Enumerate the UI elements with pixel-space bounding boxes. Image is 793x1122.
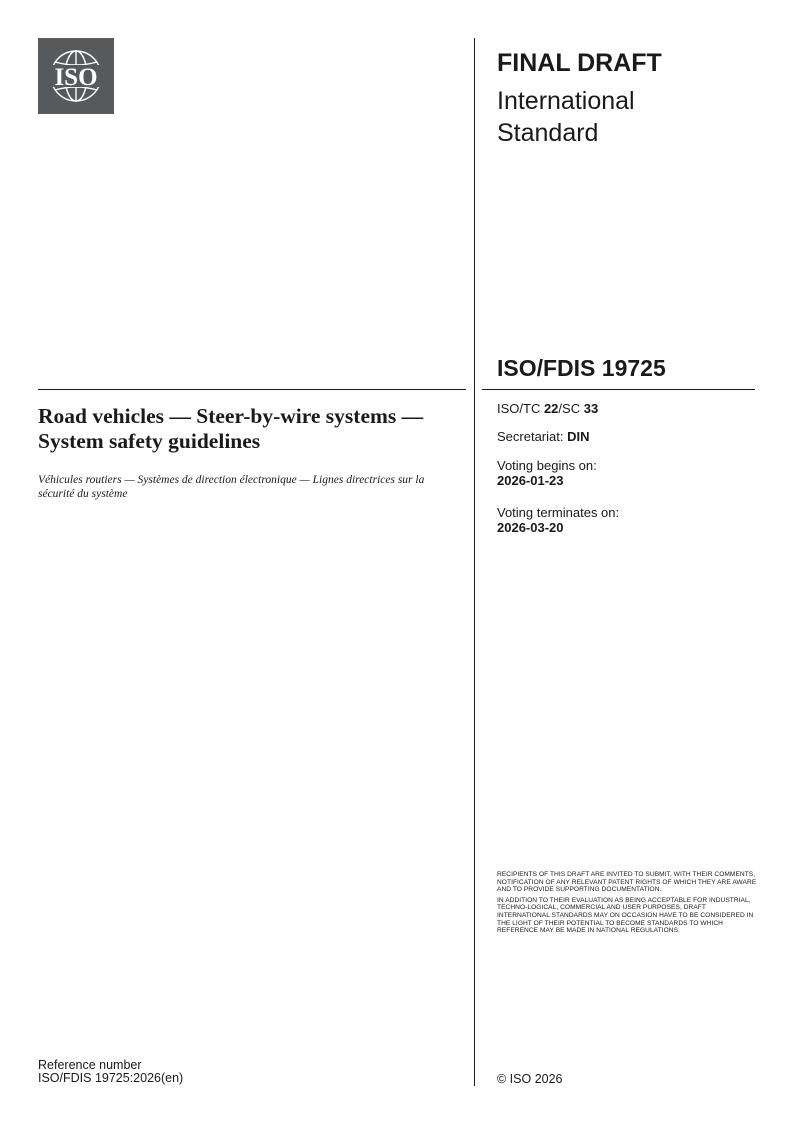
horizontal-rule-left	[38, 389, 466, 390]
iso-logo-text: ISO	[54, 64, 98, 91]
secretariat-value: DIN	[567, 429, 590, 444]
reference-block	[38, 1059, 183, 1085]
english-title: Road vehicles — Steer-by-wire systems — System safety guidelines	[38, 404, 424, 453]
copyright: © ISO 2026	[497, 1072, 563, 1086]
voting-begins-label: Voting begins on:	[497, 458, 597, 473]
voting-terminates-date: 2026-03-20	[497, 520, 564, 535]
iso-logo	[38, 38, 114, 114]
horizontal-rule-right	[482, 389, 755, 390]
voting-terminates-label: Voting terminates on:	[497, 505, 620, 520]
draft-notice	[497, 871, 757, 938]
tc-number: 22	[543, 401, 559, 416]
voting-begins-date: 2026-01-23	[497, 473, 564, 488]
sc-number: 33	[583, 401, 599, 416]
secretariat-label: Secretariat:	[497, 429, 568, 444]
reference-label: Reference number	[38, 1058, 142, 1072]
document-status: FINAL DRAFT	[497, 49, 662, 77]
document-type: International Standard	[497, 87, 635, 147]
reference-number: ISO/FDIS 19725:2026(en)	[38, 1071, 184, 1085]
sc-prefix: /SC	[558, 401, 584, 416]
secretariat	[497, 429, 589, 444]
committee-prefix: ISO/TC	[497, 401, 544, 416]
vertical-divider	[474, 38, 475, 1086]
voting-begins	[497, 458, 597, 488]
document-number: ISO/FDIS 19725	[497, 355, 666, 381]
french-title: Véhicules routiers — Systèmes de direction électronique — Lignes directrices sur la sécurité du système	[38, 474, 425, 500]
notice-paragraph-patent: RECIPIENTS OF THIS DRAFT ARE INVITED TO SUBMIT, WITH THEIR COMMENTS, NOTIFICATION OF ANY RELEVANT PATENT RIGHTS OF WHICH THEY ARE AWARE AND TO PROVIDE SUPPORTING DOCUMENTATION.	[497, 871, 757, 894]
voting-terminates	[497, 505, 619, 535]
committee-reference	[497, 401, 598, 416]
iso-globe-icon	[38, 38, 114, 114]
notice-paragraph-evaluation: IN ADDITION TO THEIR EVALUATION AS BEING ACCEPTABLE FOR INDUSTRIAL, TECHNO-LOGICAL, COMMERCIAL AND USER PURPOSES, DRAFT INTERNATIONAL STANDARDS MAY ON OCCASION HAVE TO BE CONSIDERED IN THE LIGHT OF THEIR POTENTIAL TO BECOME STANDARDS TO WHICH REFERENCE MAY BE MADE IN NATIONAL REGULATIONS.	[497, 896, 754, 935]
